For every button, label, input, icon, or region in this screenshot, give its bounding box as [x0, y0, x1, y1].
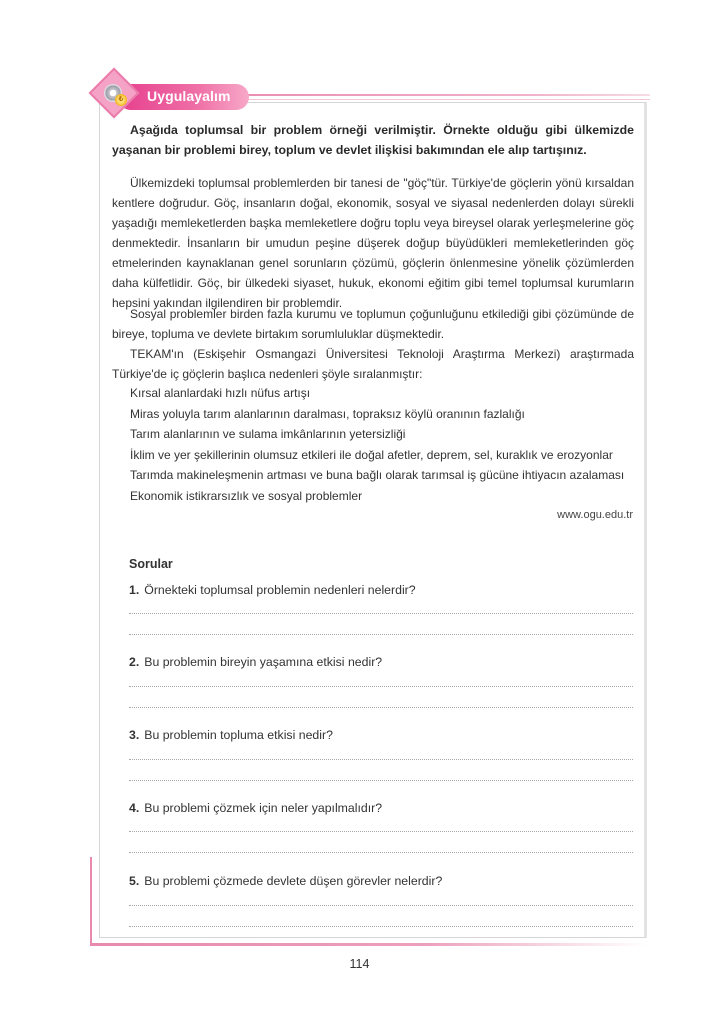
paragraph-1: Ülkemizdeki toplumsal problemlerden bir tanesi de "göç"tür. Türkiye'de göçlerin yönü kırsaldan kentlere doğrudur. Göç, insanların doğal, ekonomik, sosyal ve siyasal nedenlerden dolayı sürekli yaşadığı memleketlerden başka memleketlere doğru toplu veya bireysel olarak yerleşmelerine göç denmektedir. İnsanların bir umudun peşine düşerek doğup büyüdükleri memleketlerinden göç etmelerinden kaynaklanan genel sorunların çözümü, göçlerin önlenmesine yönelik çözümlerden daha külfetlidir. Göç, bir ülkedeki siyaset, hukuk, ekonomi eğitim gibi temel toplumsal kurumların hepsini yakından ilgilendiren bir problemdir. — [112, 176, 634, 310]
answer-line[interactable] — [129, 926, 633, 927]
question-5 — [129, 874, 442, 888]
questions-title: Sorular — [129, 557, 173, 571]
question-number: 1. — [129, 583, 140, 597]
question-number: 3. — [129, 728, 140, 742]
answer-line[interactable] — [129, 905, 633, 906]
question-number: 5. — [129, 874, 140, 888]
question-number: 4. — [129, 801, 140, 815]
question-text: Örnekteki toplumsal problemin nedenleri nelerdir? — [144, 583, 416, 597]
section-title: Uygulayalım — [147, 88, 231, 104]
reason-item: Tarım alanlarının ve sulama imkânlarının yetersizliği — [130, 427, 406, 441]
answer-line[interactable] — [129, 613, 633, 614]
question-text: Bu problemin bireyin yaşamına etkisi nedir? — [144, 655, 383, 669]
reasons-list — [130, 383, 624, 506]
question-4 — [129, 801, 382, 815]
answer-line[interactable] — [129, 634, 633, 635]
question-number: 2. — [129, 655, 140, 669]
reason-item: Ekonomik istikrarsızlık ve sosyal problemler — [130, 488, 363, 503]
answer-line[interactable] — [129, 759, 633, 760]
reason-item: Miras yoluyla tarım alanlarının daralması, topraksız köylü oranının fazlalığı — [130, 406, 525, 421]
question-3 — [129, 728, 333, 742]
reason-item: Tarımda makineleşmenin artması ve buna bağlı olarak tarımsal iş gücüne ihtiyacın azalaması — [130, 468, 625, 482]
header-divider-thin — [240, 99, 650, 100]
answer-line[interactable] — [129, 780, 633, 781]
instruction-text: Aşağıda toplumsal bir problem örneği verilmiştir. Örnekte olduğu gibi ülkemizde yaşanan bir problemi birey, toplum ve devlet ilişkisi bakımından ele alıp tartışınız. — [112, 123, 634, 157]
source-citation: www.ogu.edu.tr — [557, 509, 633, 521]
reason-item: İklim ve yer şekillerinin olumsuz etkileri ile doğal afetler, deprem, sel, kuraklık ve erozyonlar — [130, 447, 613, 462]
answer-line[interactable] — [129, 707, 633, 708]
question-2 — [129, 655, 382, 669]
reason-item: Kırsal alanlardaki hızlı nüfus artışı — [130, 386, 311, 400]
question-1 — [129, 583, 416, 597]
question-text: Bu problemin topluma etkisi nedir? — [144, 728, 333, 742]
answer-line[interactable] — [129, 831, 633, 832]
coin-icon: ₺ — [115, 94, 127, 106]
decorative-bottom-rail — [90, 943, 646, 946]
answer-line[interactable] — [129, 686, 633, 687]
question-text: Bu problemi çözmede devlete düşen görevler nelerdir? — [144, 874, 443, 888]
answer-line[interactable] — [129, 852, 633, 853]
page-number: 114 — [349, 957, 370, 971]
header-divider — [240, 94, 650, 96]
question-text: Bu problemi çözmek için neler yapılmalıdır? — [144, 801, 383, 815]
paragraph-3: TEKAM'ın (Eskişehir Osmangazi Üniversitesi Teknoloji Araştırma Merkezi) araştırmada Türkiye'de iç göçlerin başlıca nedenleri şöyle sıralanmıştır: — [112, 347, 634, 381]
decorative-left-rail — [90, 857, 92, 945]
paragraph-2: Sosyal problemler birden fazla kurumu ve toplumun çoğunluğunu etkilediği gibi çözümünde de bireye, topluma ve devlete birtakım sorumluluklar düşmektedir. — [112, 307, 634, 341]
